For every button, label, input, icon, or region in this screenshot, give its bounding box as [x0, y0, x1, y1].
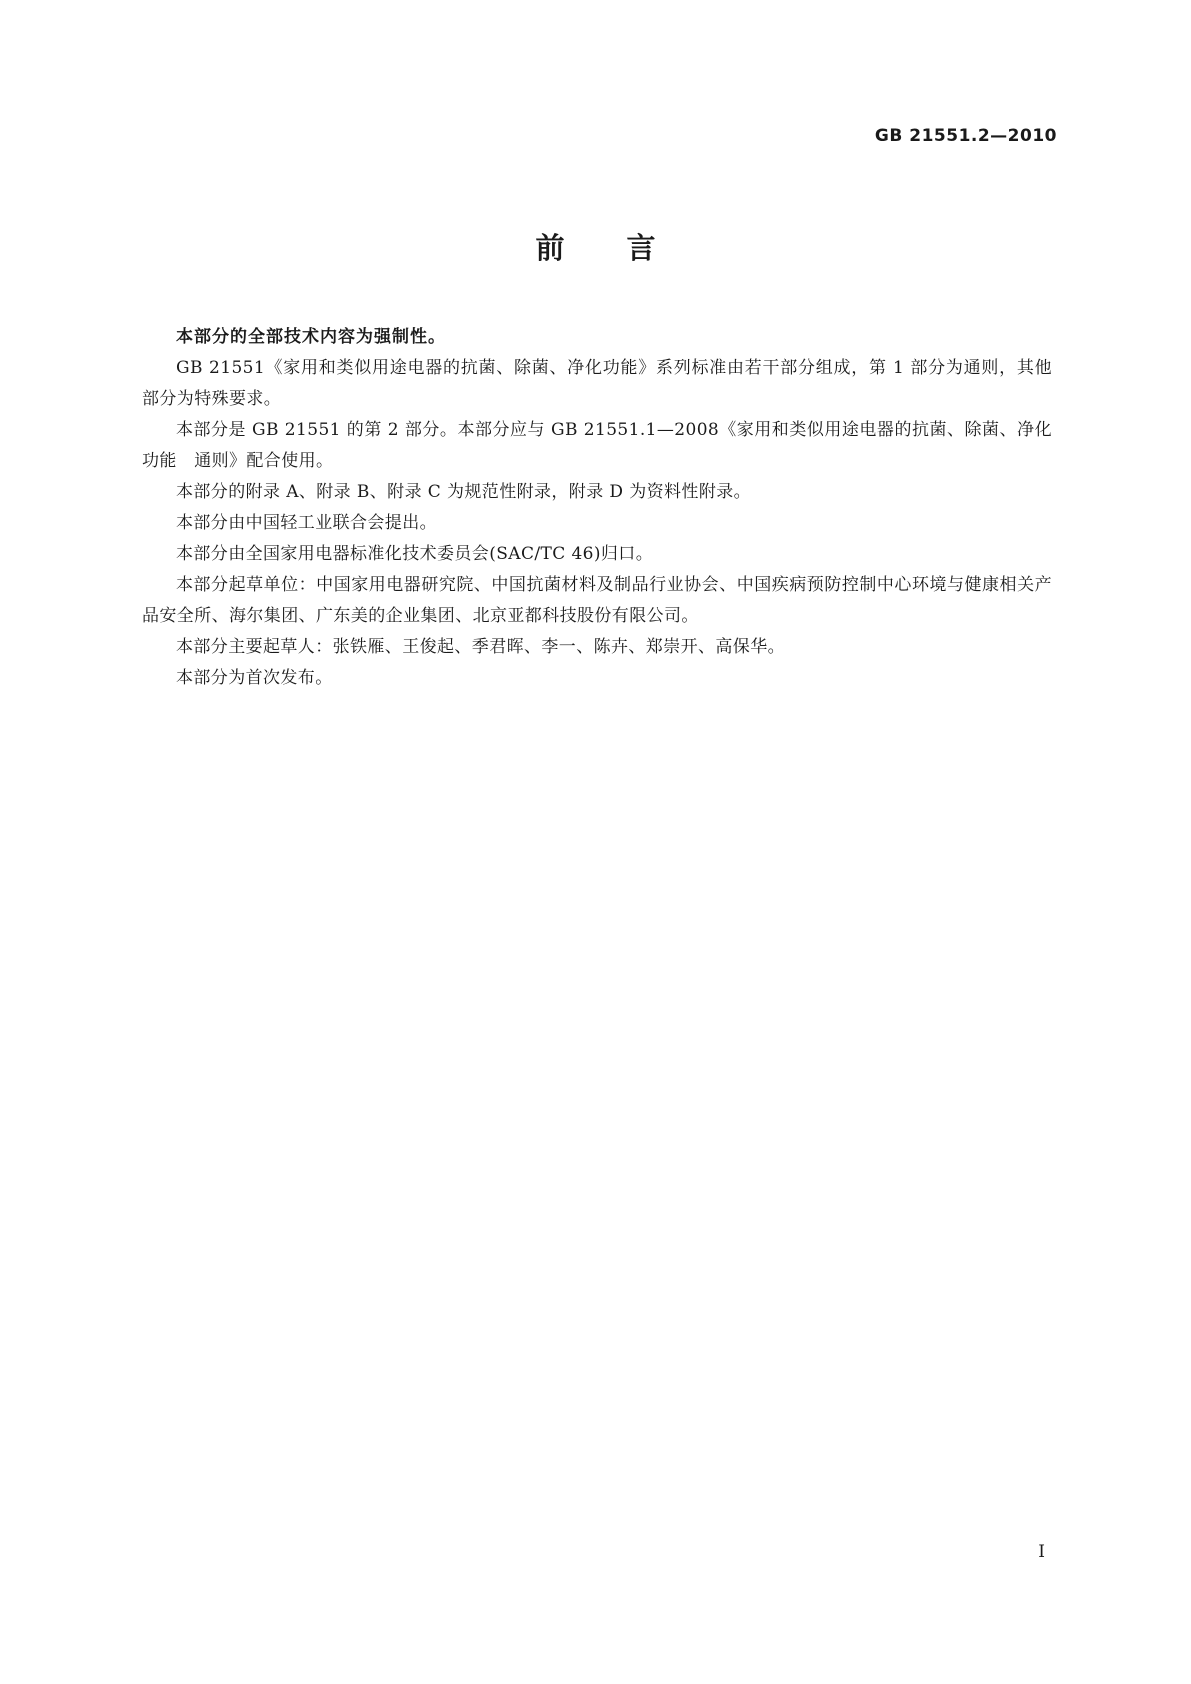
paragraph-technical-committee: 本部分由全国家用电器标准化技术委员会(SAC/TC 46)归口。	[176, 544, 654, 564]
paragraph-mandatory-statement: 本部分的全部技术内容为强制性。	[176, 327, 446, 347]
paragraph-annexes: 本部分的附录 A、附录 B、附录 C 为规范性附录，附录 D 为资料性附录。	[176, 482, 752, 502]
paragraph-first-release: 本部分为首次发布。	[176, 668, 333, 688]
standard-code: GB 21551.2—2010	[874, 126, 1057, 146]
paragraph-drafting-units: 本部分起草单位：中国家用电器研究院、中国抗菌材料及制品行业协会、中国疾病预防控制中心环境与健康相关产品安全所、海尔集团、广东美的企业集团、北京亚都科技股份有限公司。	[142, 575, 1052, 626]
page-title: 前言	[535, 231, 718, 265]
paragraph-part-relation: 本部分是 GB 21551 的第 2 部分。本部分应与 GB 21551.1—2008《家用和类似用途电器的抗菌、除菌、净化功能 通则》配合使用。	[142, 420, 1052, 471]
paragraph-proposer: 本部分由中国轻工业联合会提出。	[176, 513, 437, 533]
page-number: I	[1038, 1542, 1045, 1562]
foreword-body	[142, 322, 1052, 694]
paragraph-drafters: 本部分主要起草人：张铁雁、王俊起、季君晖、李一、陈卉、郑崇开、高保华。	[176, 637, 785, 657]
paragraph-series-structure: GB 21551《家用和类似用途电器的抗菌、除菌、净化功能》系列标准由若干部分组成，第 1 部分为通则，其他部分为特殊要求。	[142, 358, 1052, 409]
